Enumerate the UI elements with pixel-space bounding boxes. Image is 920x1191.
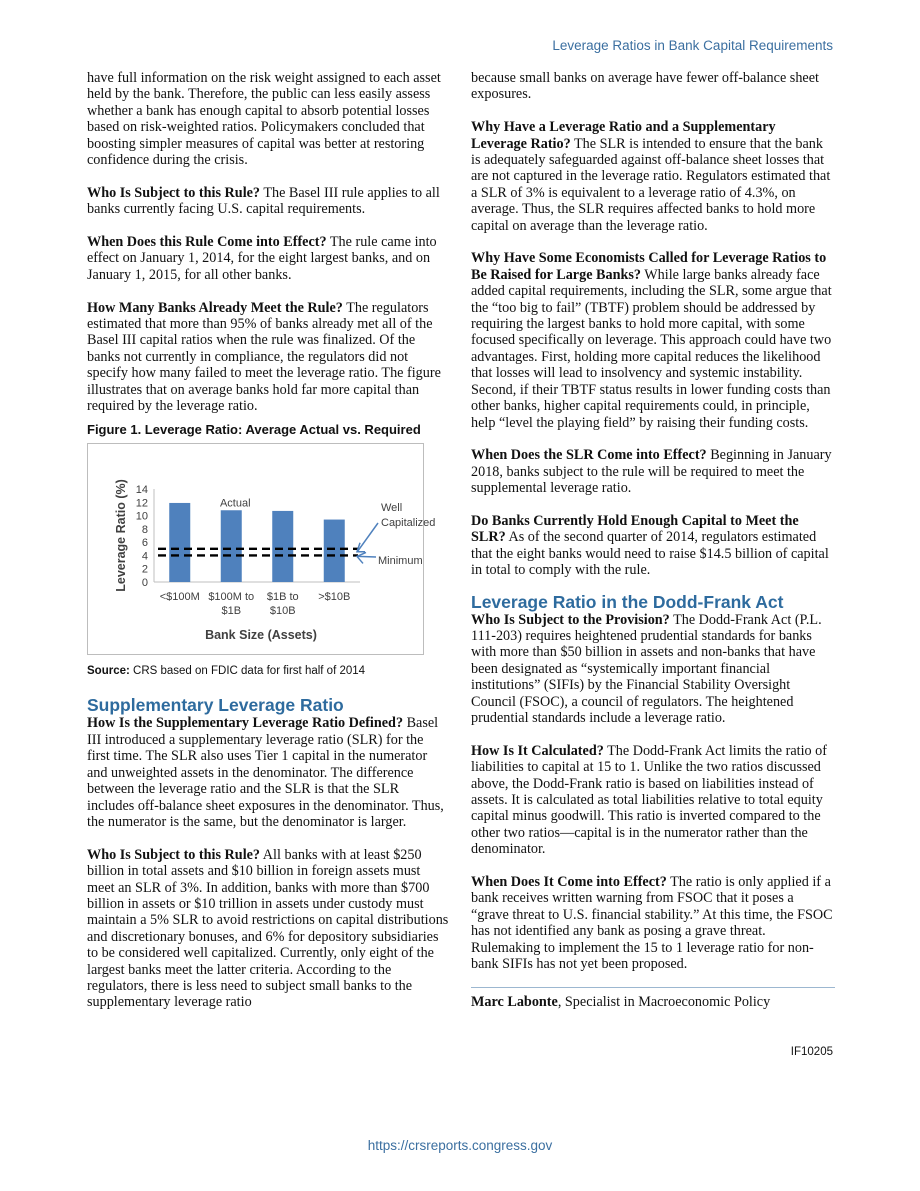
figure-source [87,664,449,678]
y-tick-label: 2 [141,564,148,577]
paragraph [87,300,449,415]
arrow-minimum [358,557,376,558]
question-lead: When Does this Rule Come into Effect? [87,234,327,251]
paragraph-text: The rule came into effect on January 1, 2014, for the eight largest banks, and on January 1, 2015, for all other banks. [87,234,437,283]
paragraph-text: Beginning in January 2018, banks subject to the rule will be required to meet the supplemental leverage ratio. [471,447,832,497]
figure-caption: Figure 1. Leverage Ratio: Average Actual vs. Required [87,422,421,438]
paragraph [471,119,835,234]
chart-canvas [88,444,436,656]
question-lead: How Is the Supplementary Leverage Ratio Defined? [87,715,404,732]
question-lead: When Does It Come into Effect? [471,874,667,890]
author-title: , Specialist in Macroeconomic Policy [557,994,771,1011]
question-lead: How Is It Calculated? [471,742,604,759]
question-lead: When Does the SLR Come into Effect? [471,447,707,464]
y-tick-label: 8 [141,524,148,537]
source-text: CRS based on FDIC data for first half of 2014 [129,665,366,678]
paragraph [471,447,835,496]
paragraph-text: Basel III introduced a supplementary leverage ratio (SLR) for the first time. The SLR also uses Tier 1 capital in the numerator and unweighted assets in the denominator. The difference between the leverage ratio and the SLR is that the SLR includes off-balance sheet exposures in the denominator. Thus, the numerator is the same, but the denominator is larger. [87,715,444,830]
x-tick-label: $1B [221,605,242,618]
x-tick-label: <$100M [159,591,200,604]
source-label: Source: [87,665,130,678]
y-axis-label: Leverage Ratio (%) [114,479,128,593]
paragraph [87,715,449,830]
arrowhead-minimum [357,553,366,564]
figure-leverage-chart [87,443,436,655]
left-column [87,70,449,1011]
right-column [471,70,835,1011]
question-lead: Who Is Subject to this Rule? [87,846,261,863]
paragraph [471,874,835,972]
annotation-well-capitalized: Capitalized [381,517,436,530]
paragraph [87,234,449,283]
question-lead: Why Have a Leverage Ratio and a Supplementary Leverage Ratio? [471,119,776,152]
paragraph-text: The SLR is intended to ensure that the bank is adequately safeguarded against off-balance sheet losses that are not captured in the leverage ratio. Regulators estimated that a SLR of 3% is equivalent to a leverage ratio of 4.3%, on average. Thus, the SLR requires affected banks to hold more capital on average than the leverage ratio. [471,135,831,234]
author-line [471,994,835,1010]
y-tick-label: 14 [135,484,148,497]
x-tick-label: $1B to [266,591,299,604]
paragraph: because small banks on average have fewer off-balance sheet exposures. [471,70,819,103]
paragraph-text: The Dodd-Frank Act limits the ratio of liabilities to capital at 15 to 1. Unlike the two ratios discussed above, the Dodd-Frank ratio is based on liabilities instead of assets. It is calculated as total liabilities relative to total equity capital minus goodwill. This ratio is inverted compared to the other two ratios—capital is in the numerator rather than the denominator. [471,742,827,858]
section-heading: Supplementary Leverage Ratio [87,695,344,716]
series-label-actual: Actual [219,497,251,510]
question-lead: Who Is Subject to the Provision? [471,611,670,628]
question-lead: Why Have Some Economists Called for Leverage Ratios to Be Raised for Large Banks? [471,250,827,283]
author-divider [471,987,835,988]
paragraph [87,847,449,1011]
question-lead: Do Banks Currently Hold Enough Capital to Meet the SLR? [471,512,799,546]
report-id: IF10205 [790,1046,833,1058]
question-lead: Who Is Subject to this Rule? [87,184,261,201]
bar-2 [272,511,293,582]
paragraph [471,513,835,579]
paragraph-text: The regulators estimated that more than 95% of banks already met all of the Basel III capital ratios when the rule was finalized. Of the banks not currently in compliance, the regulators did not specify how many failed to meet the leverage ratio. The figure illustrates that on average banks hold far more capital than required by the leverage ratio. [87,299,441,415]
x-tick-label: $10B [269,605,296,618]
x-tick-label: >$10B [318,591,351,604]
paragraph [87,185,449,218]
y-tick-label: 10 [135,511,148,524]
paragraph-text: While large banks already face added capital requirements, including the SLR, some argue that the “too big to fail” (TBTF) problem should be addressed by requiring the largest banks to hold more capital, with some focused specifically on leverage. This approach could have two advantages. First, holding more capital reduces the likelihood that losses will lead to insolvency and systemic instability. Second, if their TBTF status results in lower funding costs than other banks, higher capital requirements could, in principle, help “level the playing field” by raising their funding costs. [471,266,832,431]
footer-url[interactable]: https://crsreports.congress.gov [367,1138,553,1153]
running-header: Leverage Ratios in Bank Capital Requirements [552,38,833,53]
paragraph [471,612,835,727]
y-tick-label: 0 [141,577,148,590]
bar-3 [324,520,345,582]
paragraph [471,743,835,858]
y-tick-label: 4 [141,550,148,563]
paragraph: have full information on the risk weight assigned to each asset held by the bank. Therefore, the public can less easily assess whether a bank has enough capital to absorb potential losses based on risk-weighted ratios. Policymakers concluded that boosting simpler measures of capital was better at restoring confidence during the crisis. [87,70,441,169]
paragraph-text: The ratio is only applied if a bank receives written warning from FSOC that it poses a “grave threat to U.S. financial stability.” At this time, the FSOC has not identified any bank as posing a grave threat. Rulemaking to implement the 15 to 1 leverage ratio for non-bank SIFIs has not yet been proposed. [471,874,833,973]
bar-1 [221,511,242,583]
paragraph-text: All banks with at least $250 billion in total assets and $10 billion in foreign assets must meet an SLR of 3%. In addition, banks with more than $700 billion in assets or $10 trillion in assets under custody must maintain a 5% SLR to avoid restrictions on capital distributions and discretionary bonuses, and 6% for depository subsidiaries to be considered well capitalized. Currently, only eight of the largest banks meet the latter criteria. According to the regulators, there is less need to subject small banks to the supplementary leverage ratio [87,846,449,1011]
x-axis-label: Bank Size (Assets) [205,628,317,643]
arrow-well-capitalized [358,523,378,551]
paragraph [471,250,835,430]
y-tick-label: 12 [135,497,148,510]
annotation-minimum: Minimum [378,555,423,568]
paragraph-text: The Basel III rule applies to all banks currently facing U.S. capital requirements. [87,184,440,218]
author-name: Marc Labonte [471,994,558,1011]
x-tick-label: $100M to [208,591,255,604]
paragraph-text: As of the second quarter of 2014, regulators estimated that the eight banks would need to raise $14.5 billion of capital in total to comply with the rule. [471,529,829,579]
bar-0 [169,503,190,582]
y-tick-label: 6 [141,537,148,550]
annotation-well-capitalized: Well [381,502,403,515]
paragraph-text: The Dodd-Frank Act (P.L. 111-203) requires heightened prudential standards for banks with more than $50 billion in assets and non-banks that have been designated as “systemically important financial institutions” (SIFIs) by the Financial Stability Oversight Council (FSOC), a council of regulators. The heightened prudential standards include a leverage ratio. [471,611,822,726]
question-lead: How Many Banks Already Meet the Rule? [87,299,343,316]
section-heading: Leverage Ratio in the Dodd-Frank Act [471,591,784,612]
